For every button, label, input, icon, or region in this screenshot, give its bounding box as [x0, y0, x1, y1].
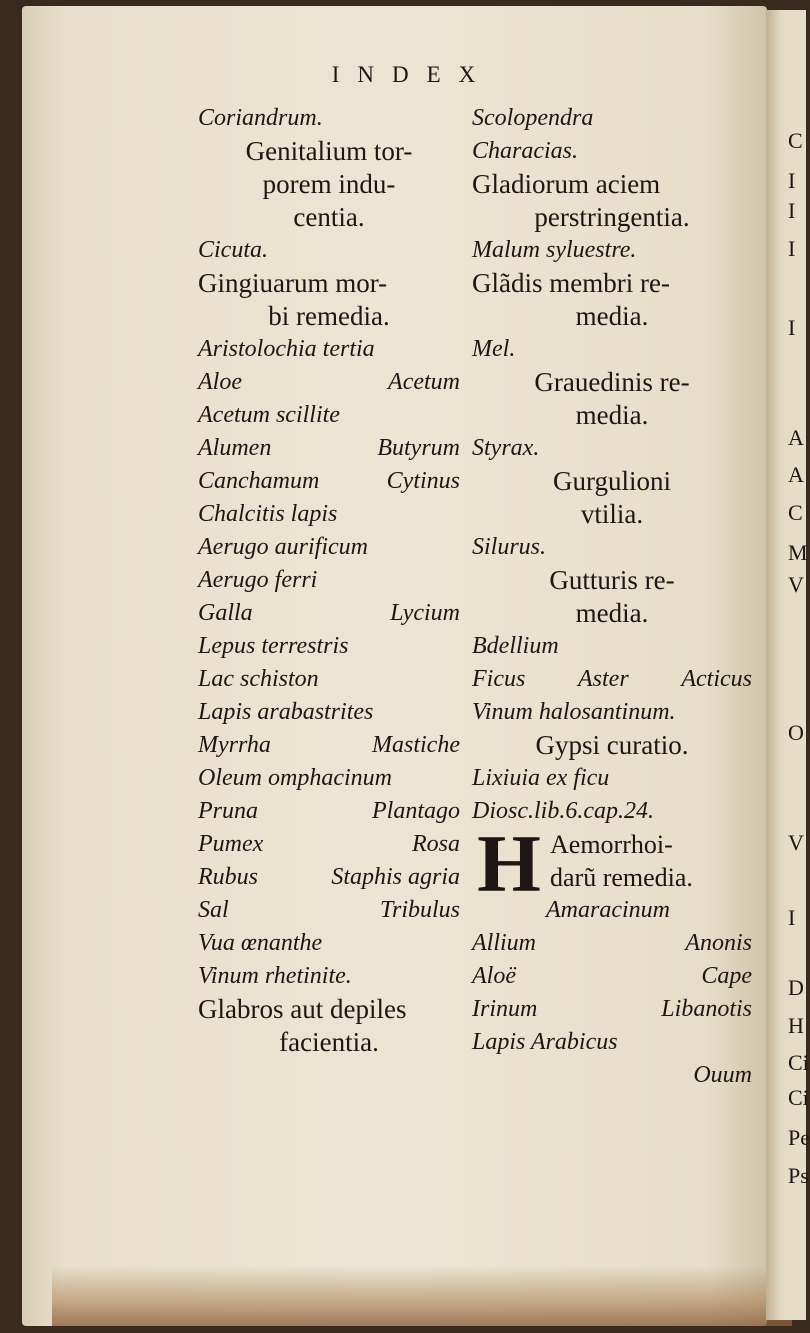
- index-entry: Diosc.lib.6.cap.24.: [472, 798, 654, 824]
- edge-letter: D: [788, 975, 804, 1000]
- edge-letter: C: [788, 128, 803, 153]
- index-entry: Butyrum: [377, 435, 460, 461]
- index-entry: Lixiuia ex ficu: [472, 765, 610, 791]
- index-entry: Lycium: [390, 600, 460, 626]
- index-entry: Pruna: [198, 798, 258, 824]
- index-entry: Myrrha: [198, 732, 271, 758]
- initial-line-1: Aemorrhoi-: [550, 830, 673, 859]
- section-heading: porem indu-: [262, 169, 396, 199]
- index-entry: Aster: [578, 666, 629, 692]
- index-entry-pair: [472, 993, 752, 1026]
- index-entry: Tribulus: [379, 897, 460, 923]
- index-entry: Irinum: [472, 996, 538, 1022]
- index-entry: Rubus: [198, 864, 258, 890]
- index-entry: Aristolochia tertia: [198, 336, 375, 362]
- index-entry: Aloë: [472, 963, 516, 989]
- index-entry: Pumex: [198, 831, 264, 857]
- index-entry-pair: [198, 894, 460, 927]
- section-heading: Gingiuarum mor-: [198, 268, 388, 298]
- section-heading: Grauedinis re-: [534, 367, 690, 397]
- index-column-left: [198, 102, 460, 1059]
- section-heading: vtilia.: [580, 499, 644, 529]
- index-entry: Aerugo ferri: [198, 567, 318, 593]
- index-entry-pair: [198, 795, 460, 828]
- index-entry: Acetum: [388, 369, 460, 395]
- section-heading: Glabros aut depiles: [198, 994, 407, 1024]
- index-entry: Cicuta.: [198, 237, 268, 263]
- index-entry: Lapis Arabicus: [472, 1029, 618, 1055]
- index-entry: Characias.: [472, 138, 579, 164]
- edge-letter: A: [788, 425, 804, 450]
- index-entry: Oleum omphacinum: [198, 765, 392, 791]
- index-entry: Acticus: [681, 666, 752, 692]
- index-entry: Galla: [198, 600, 253, 626]
- edge-letter: C: [788, 500, 803, 525]
- page-header: INDEX: [331, 62, 494, 87]
- index-entry: Coriandrum.: [198, 105, 323, 131]
- edge-letter: I: [788, 905, 796, 930]
- edge-letter: M: [788, 540, 808, 565]
- index-entry-pair: [198, 729, 460, 762]
- index-entry-pair: [472, 960, 752, 993]
- initial-block: [472, 818, 752, 909]
- index-entry-pair: [198, 597, 460, 630]
- index-entry: Vinum halosantinum.: [472, 699, 676, 725]
- section-heading: media.: [575, 301, 649, 331]
- edge-letter: Ci: [788, 1050, 809, 1075]
- index-entry: Styrax.: [472, 435, 540, 461]
- index-entry: Staphis agria: [331, 864, 460, 890]
- index-entry: Scolopendra: [472, 105, 594, 131]
- index-entry: Bdellium: [472, 633, 559, 659]
- index-entry: Vua œnanthe: [198, 930, 323, 956]
- catchword: Ouum: [693, 1062, 752, 1088]
- index-entry: Chalcitis lapis: [198, 501, 338, 527]
- index-entry: Aloe: [198, 369, 242, 395]
- next-page-edge: [766, 10, 810, 1320]
- book-page: [22, 6, 767, 1326]
- edge-letter: Ps: [788, 1163, 809, 1188]
- section-heading: centia.: [293, 202, 365, 232]
- index-entry: Vinum rhetinite.: [198, 963, 352, 989]
- section-heading: Gladiorum aciem: [472, 169, 661, 199]
- edge-letter: I: [788, 168, 796, 193]
- section-heading: Gutturis re-: [549, 565, 675, 595]
- index-entry: Mel.: [472, 336, 516, 362]
- index-entry-pair: [198, 465, 460, 498]
- index-entry: Malum syluestre.: [472, 237, 637, 263]
- index-entry: Libanotis: [661, 996, 752, 1022]
- edge-letter: H: [788, 1013, 804, 1038]
- index-entry: Canchamum: [198, 468, 320, 494]
- index-entry-pair: [472, 927, 752, 960]
- edge-letter: V: [788, 830, 804, 855]
- edge-letter: Ci: [788, 1085, 809, 1110]
- index-entry: Mastiche: [372, 732, 460, 758]
- index-entry: Allium: [472, 930, 536, 956]
- index-entry: Lapis arabastrites: [198, 699, 374, 725]
- index-entry: Amaracinum: [546, 897, 670, 923]
- index-entry-pair: [198, 366, 460, 399]
- edge-letter: I: [788, 236, 796, 261]
- index-entry: Acetum scillite: [198, 402, 340, 428]
- edge-letter: I: [788, 315, 796, 340]
- edge-letter: Pe: [788, 1125, 810, 1150]
- index-entry: Anonis: [685, 930, 752, 956]
- edge-letter: A: [788, 462, 804, 487]
- index-entry-pair: [198, 861, 460, 894]
- section-heading: media.: [575, 400, 649, 430]
- index-entry: Ficus: [472, 666, 526, 692]
- section-heading: Gypsi curatio.: [535, 730, 689, 760]
- initial-line-2: darũ remedia.: [550, 863, 693, 892]
- section-heading: perstringentia.: [534, 202, 690, 232]
- section-heading: Glãdis membri re-: [472, 268, 670, 298]
- section-heading: Gurgulioni: [552, 466, 671, 496]
- section-heading: bi remedia.: [268, 301, 390, 331]
- index-entry: Silurus.: [472, 534, 547, 560]
- index-entry: Cytinus: [386, 468, 460, 494]
- section-heading: facientia.: [279, 1027, 379, 1057]
- index-entry: Plantago: [372, 798, 460, 824]
- edge-letter: I: [788, 198, 796, 223]
- index-entry: Aerugo aurificum: [198, 534, 368, 560]
- index-entry: Rosa: [412, 831, 460, 857]
- section-heading: media.: [575, 598, 649, 628]
- edge-letter: V: [788, 572, 804, 597]
- section-heading: Genitalium tor-: [245, 136, 413, 166]
- decorated-initial: H: [477, 818, 541, 909]
- index-entry: Sal: [198, 897, 229, 923]
- index-column-right: [472, 102, 752, 1092]
- index-entry: Alumen: [198, 435, 272, 461]
- index-entry-pair: [198, 432, 460, 465]
- index-entry: Cape: [701, 963, 752, 989]
- index-entry-pair: [198, 828, 460, 861]
- index-entry: Lepus terrestris: [198, 633, 349, 659]
- index-entry-pair: [472, 663, 752, 696]
- water-stain: [52, 1266, 792, 1326]
- index-entry: Lac schiston: [198, 666, 319, 692]
- edge-letter: O: [788, 720, 804, 745]
